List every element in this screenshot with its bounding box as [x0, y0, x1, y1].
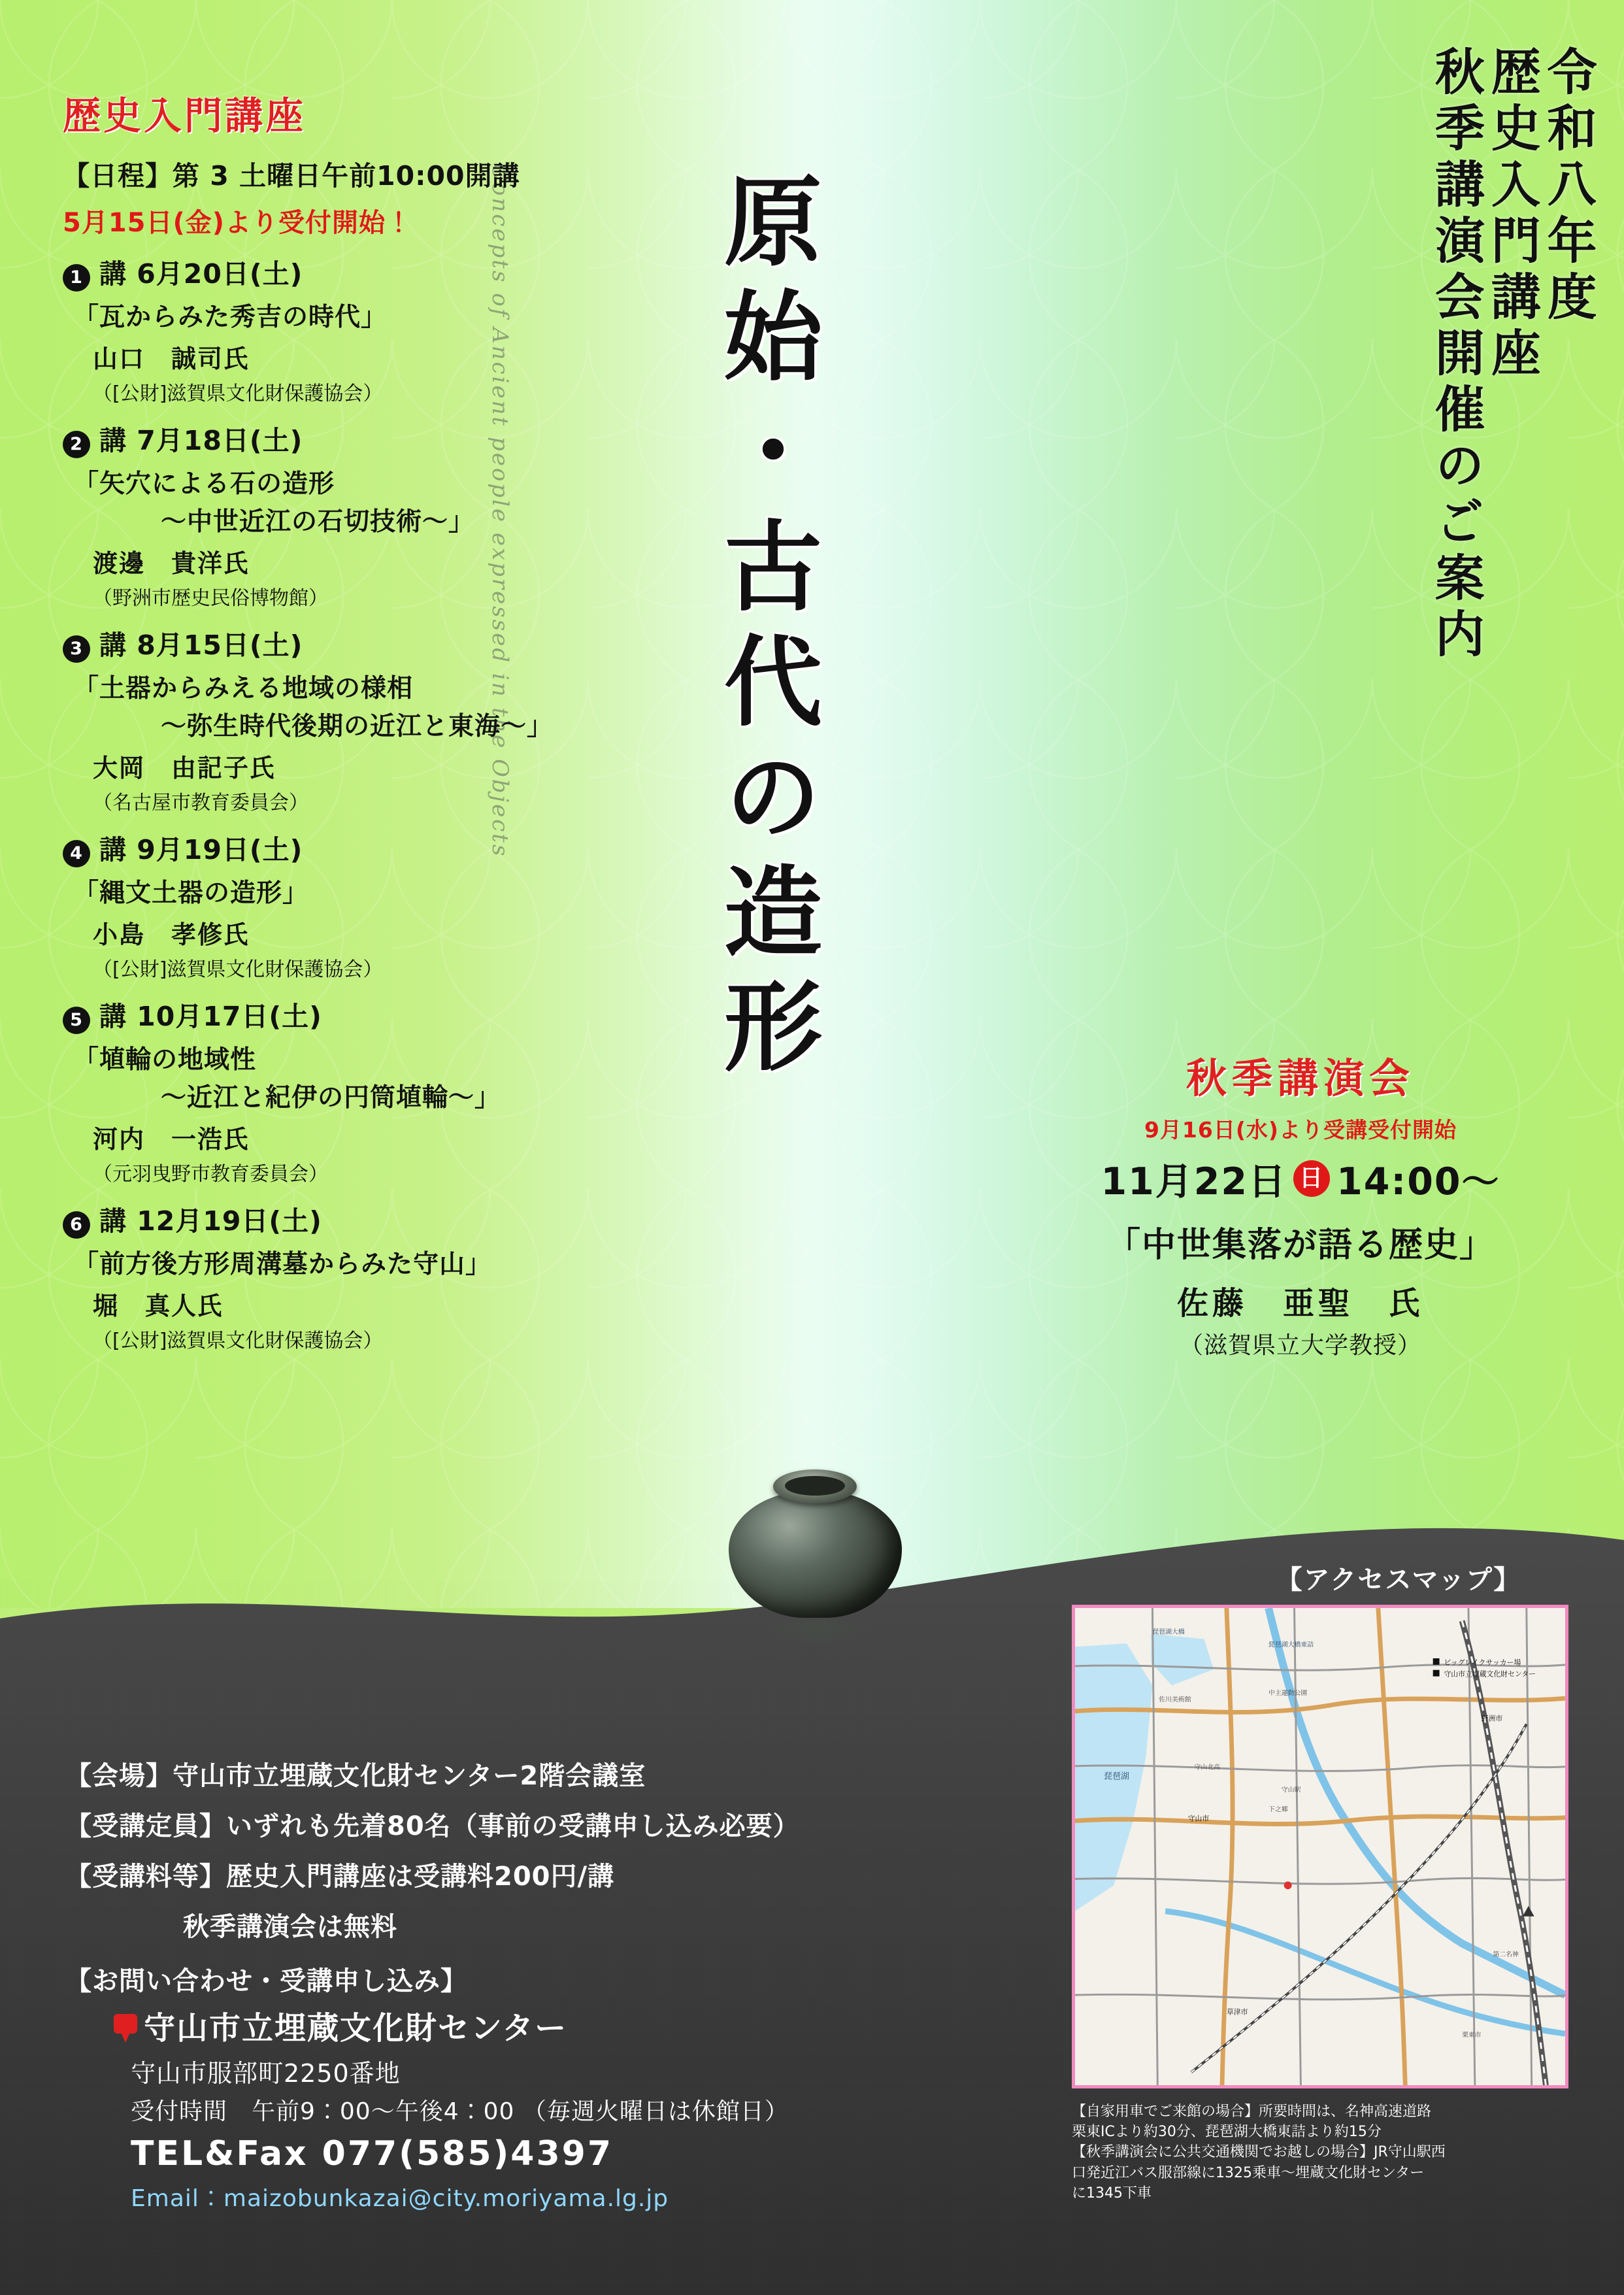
- title-line-1: 令和八年度: [1539, 46, 1597, 327]
- lecture-speaker-5: 河内 一浩氏: [93, 1125, 250, 1154]
- fee-free-text: 秋季講演会は無料: [183, 1912, 397, 1942]
- list-item: [63, 624, 703, 815]
- access-note-line-2: 栗東ICより約30分、琵琶湖大橋東詰より約15分: [1072, 2124, 1382, 2141]
- address-text: 守山市服部町2250番地: [131, 2059, 401, 2088]
- map-label-soccer: ビッグレイクサッカー場: [1444, 1658, 1521, 1667]
- map-label-bridge: 琵琶湖大橋: [1152, 1628, 1185, 1636]
- lecture-title-2: 「矢穴による石の造形: [73, 469, 335, 499]
- access-note-line-1: 【自家用車でご来館の場合】所要時間は、名神高速道路: [1072, 2103, 1432, 2120]
- map-label-other7: 第二名神: [1493, 1951, 1519, 1958]
- autumn-title: 秋季講演会: [1185, 1054, 1415, 1102]
- lecture-subtitle-5: 〜近江と紀伊の円筒埴輪〜」: [161, 1083, 501, 1113]
- autumn-date-prefix: 11月22日: [1101, 1160, 1287, 1203]
- email-text[interactable]: Email：maizobunkazai@city.moriyama.lg.jp: [131, 2185, 669, 2212]
- autumn-date-time: 14:00〜: [1336, 1160, 1500, 1203]
- pottery-shadow: [761, 1618, 871, 1645]
- lecture-head-5: [63, 995, 703, 1034]
- lecture-number-6: 6: [63, 1211, 90, 1239]
- lecture-number-3: 3: [63, 635, 90, 663]
- pottery-illustration: [722, 1458, 912, 1654]
- lecture-number-5: 5: [63, 1007, 90, 1034]
- lecture-affiliation-4: （[公財]滋賀県文化財保護協会）: [93, 958, 383, 981]
- map-label-city2: 野洲市: [1481, 1714, 1503, 1723]
- lecture-affiliation-1: （[公財]滋賀県文化財保護協会）: [93, 382, 383, 405]
- lecture-date-1: 講 6月20日(土): [99, 258, 303, 290]
- access-note: [1072, 2102, 1575, 2203]
- office-hours-text: 受付時間 午前9：00〜午後4：00 （毎週火曜日は休館日）: [131, 2098, 789, 2125]
- lecture-title-1: 「瓦からみた秀吉の時代」: [73, 303, 388, 332]
- lecture-number-1: 1: [63, 264, 90, 292]
- lecture-subtitle-2: 〜中世近江の石切技術〜」: [161, 507, 475, 537]
- list-item: [63, 419, 703, 611]
- autumn-subject: 「中世集落が語る歴史」: [1106, 1226, 1495, 1265]
- access-note-line-3: 【秋季講演会に公共交通機関でお越しの場合】JR守山駅西: [1072, 2144, 1446, 2161]
- lecture-head-1: [63, 252, 703, 292]
- lecture-affiliation-6: （[公財]滋賀県文化財保護協会）: [93, 1330, 383, 1352]
- lecture-speaker-1: 山口 誠司氏: [93, 344, 250, 373]
- map-label-city1: 守山市: [1187, 1814, 1210, 1823]
- lecture-affiliation-3: （名古屋市教育委員会）: [93, 792, 308, 814]
- access-note-line-5: に1345下車: [1072, 2185, 1152, 2202]
- lecture-subtitle-3: 〜弥生時代後期の近江と東海〜」: [161, 712, 554, 741]
- location-pin-icon: [112, 2014, 139, 2044]
- capacity-text: 【受講定員】いずれも先着80名（事前の受講申し込み必要）: [65, 1811, 800, 1841]
- lecture-date-2: 講 7月18日(土): [99, 425, 303, 456]
- concept-english-text: Concepts of Ancient people expressed in the Objects: [487, 163, 513, 858]
- lecture-affiliation-5: （元羽曳野市教育委員会）: [93, 1163, 328, 1186]
- map-marker-point: [1284, 1881, 1292, 1889]
- access-map-label: 【アクセスマップ】: [1276, 1565, 1521, 1595]
- history-course-section: [63, 85, 703, 1353]
- list-item: [63, 828, 703, 982]
- map-label-lake: 琵琶湖: [1104, 1771, 1129, 1782]
- telephone-text: TEL&Fax 077(585)4397: [131, 2134, 614, 2173]
- map-marker-soccer: [1433, 1658, 1440, 1665]
- map-label-other6: 栗東市: [1462, 2032, 1482, 2039]
- autumn-date: [1019, 1152, 1582, 1205]
- lecture-head-6: [63, 1199, 703, 1239]
- fee-text: 【受講料等】歴史入門講座は受講料200円/講: [65, 1862, 615, 1892]
- autumn-registration-start: 9月16日(水)より受講受付開始: [1144, 1117, 1457, 1143]
- lecture-date-4: 講 9月19日(土): [99, 834, 303, 865]
- information-section: [65, 1742, 1000, 2213]
- lecture-title-4: 「縄文土器の造形」: [73, 879, 309, 908]
- autumn-lecture-section: [1019, 1046, 1582, 1360]
- map-label-station: 守山駅: [1281, 1786, 1301, 1794]
- lecture-title-6: 「前方後方形周溝墓からみた守山」: [73, 1250, 492, 1279]
- organization-name: [65, 2003, 1000, 2048]
- title-line-2: 歴史入門講座: [1483, 46, 1542, 383]
- course-schedule: 【日程】第 3 土曜日午前10:00開講: [63, 160, 520, 192]
- venue-text: 【会場】守山市立埋蔵文化財センター2階会議室: [65, 1761, 646, 1791]
- lecture-head-2: [63, 419, 703, 458]
- lecture-head-4: [63, 828, 703, 867]
- list-item: [63, 1199, 703, 1353]
- autumn-speaker-affiliation: （滋賀県立大学教授）: [1179, 1332, 1421, 1359]
- map-marker-center: [1433, 1670, 1440, 1677]
- map-graphic: [1075, 1608, 1565, 2085]
- autumn-speaker: 佐藤 亜聖 氏: [1176, 1285, 1424, 1322]
- access-note-line-4: 口発近江バス服部線に1325乗車〜埋蔵文化財センター: [1072, 2164, 1425, 2181]
- lecture-speaker-6: 堀 真人氏: [93, 1292, 224, 1320]
- map-label-center: 守山市立埋蔵文化財センター: [1444, 1669, 1536, 1679]
- lecture-date-6: 講 12月19日(土): [99, 1205, 322, 1237]
- map-label-other4: 下之郷: [1268, 1805, 1288, 1813]
- contact-heading: 【お問い合わせ・受講申し込み】: [65, 1966, 467, 1996]
- pottery-opening: [785, 1476, 845, 1496]
- lecture-head-3: [63, 624, 703, 663]
- poster-main-title: 原始・古代の造形: [707, 170, 821, 1090]
- lecture-speaker-2: 渡邊 貴洋氏: [93, 549, 250, 578]
- sunday-badge: 日: [1293, 1160, 1330, 1197]
- list-item: [63, 995, 703, 1186]
- lecture-date-3: 講 8月15日(土): [99, 629, 303, 661]
- course-heading: 歴史入門講座: [63, 93, 307, 138]
- pottery-body: [729, 1490, 902, 1618]
- map-label-other1: 佐川美術館: [1159, 1696, 1191, 1704]
- lecture-speaker-3: 大岡 由記子氏: [93, 754, 276, 782]
- lecture-number-4: 4: [63, 840, 90, 867]
- map-label-other3: 中主運動公園: [1268, 1690, 1308, 1698]
- map-label-bridge2: 琵琶湖大橋東詰: [1268, 1641, 1314, 1649]
- lecture-date-5: 講 10月17日(土): [99, 1001, 322, 1032]
- lecture-speaker-4: 小島 孝修氏: [93, 920, 250, 949]
- lecture-number-2: 2: [63, 431, 90, 458]
- lecture-title-5: 「埴輪の地域性: [73, 1045, 257, 1075]
- map-label-other8: 守山北高: [1194, 1764, 1220, 1771]
- organization-label: 守山市立埋蔵文化財センター: [144, 2010, 568, 2047]
- access-map: [1072, 1605, 1568, 2088]
- list-item: [63, 252, 703, 406]
- title-line-3: 秋季講演会開催のご案内: [1427, 46, 1485, 664]
- lecture-affiliation-2: （野洲市歴史民俗博物館）: [93, 587, 328, 610]
- course-registration-open: 5月15日(金)より受付開始！: [63, 208, 413, 238]
- map-label-city3: 草津市: [1226, 2007, 1248, 2017]
- lecture-title-3: 「土器からみえる地域の様相: [73, 674, 414, 703]
- poster-title-vertical: [1427, 46, 1597, 1007]
